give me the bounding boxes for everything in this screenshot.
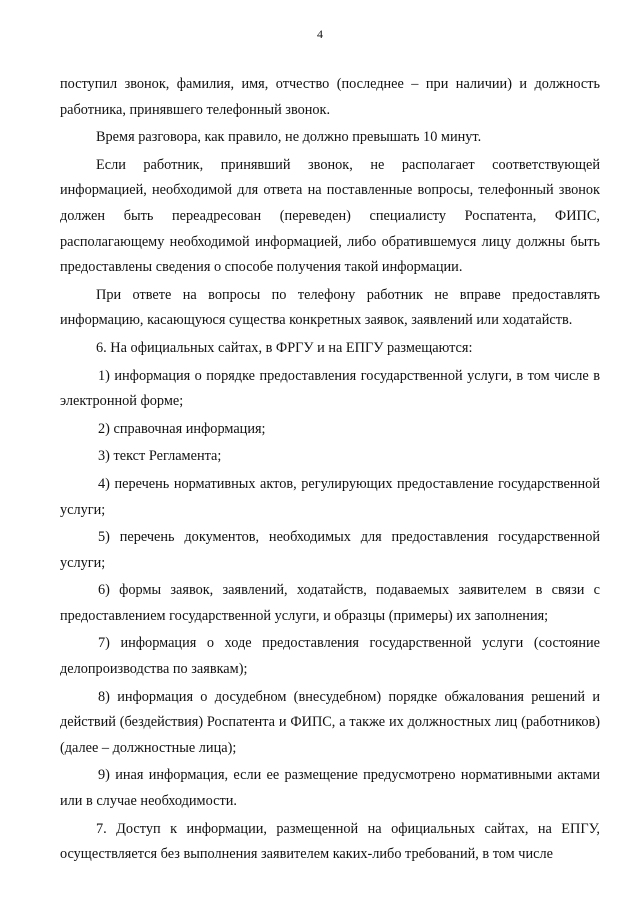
paragraph-call-duration: Время разговора, как правило, не должно превышать 10 минут. <box>96 129 482 146</box>
document-body <box>60 72 600 868</box>
list-item-3: 3) текст Регламента; <box>98 448 222 465</box>
list-item-4: 4) перечень нормативных актов, регулирующих предоставление государственной услуги; <box>60 475 600 518</box>
page-number: 4 <box>317 27 323 41</box>
list-item-1: 1) информация о порядке предоставления государственной услуги, в том числе в электронной форме; <box>60 367 600 410</box>
paragraph-phone-restrictions: При ответе на вопросы по телефону работник не вправе предоставлять информацию, касающуюся существа конкретных заявок, заявлений или ходатайств. <box>60 286 600 329</box>
paragraph-call-redirect: Если работник, принявший звонок, не располагает соответствующей информацией, необходимой для ответа на поставленные вопросы, телефонный звонок должен быть переадресован (переведен) специалисту Роспатента, ФИПС, располагающему необходимой информацией, либо обратившемуся лицу должны быть предоставлены сведения о способе получения такой информации. <box>60 156 600 276</box>
list-item-8: 8) информация о досудебном (внесудебном) порядке обжалования решений и действий (бездействия) Роспатента и ФИПС, а также их должностных лиц (работников) (далее – должностные лица); <box>60 688 600 756</box>
list-item-6: 6) формы заявок, заявлений, ходатайств, подаваемых заявителем в связи с предоставлением государственной услуги, и образцы (примеры) их заполнения; <box>60 582 600 624</box>
list-item-7: 7) информация о ходе предоставления государственной услуги (состояние делопроизводства по заявкам); <box>60 635 600 678</box>
paragraph-item-7-access: 7. Доступ к информации, размещенной на официальных сайтах, на ЕПГУ, осуществляется без выполнения заявителем каких-либо требований, в том числе <box>60 820 600 863</box>
paragraph-call-record-continued: поступил звонок, фамилия, имя, отчество (последнее – при наличии) и должность работника, принявшего телефонный звонок. <box>60 76 600 118</box>
list-item-9: 9) иная информация, если ее размещение предусмотрено нормативными актами или в случае необходимости. <box>60 767 600 810</box>
paragraph-item-6-heading: 6. На официальных сайтах, в ФРГУ и на ЕПГУ размещаются: <box>96 339 473 356</box>
list-item-2: 2) справочная информация; <box>98 420 266 437</box>
list-item-5: 5) перечень документов, необходимых для предоставления государственной услуги; <box>60 529 600 571</box>
